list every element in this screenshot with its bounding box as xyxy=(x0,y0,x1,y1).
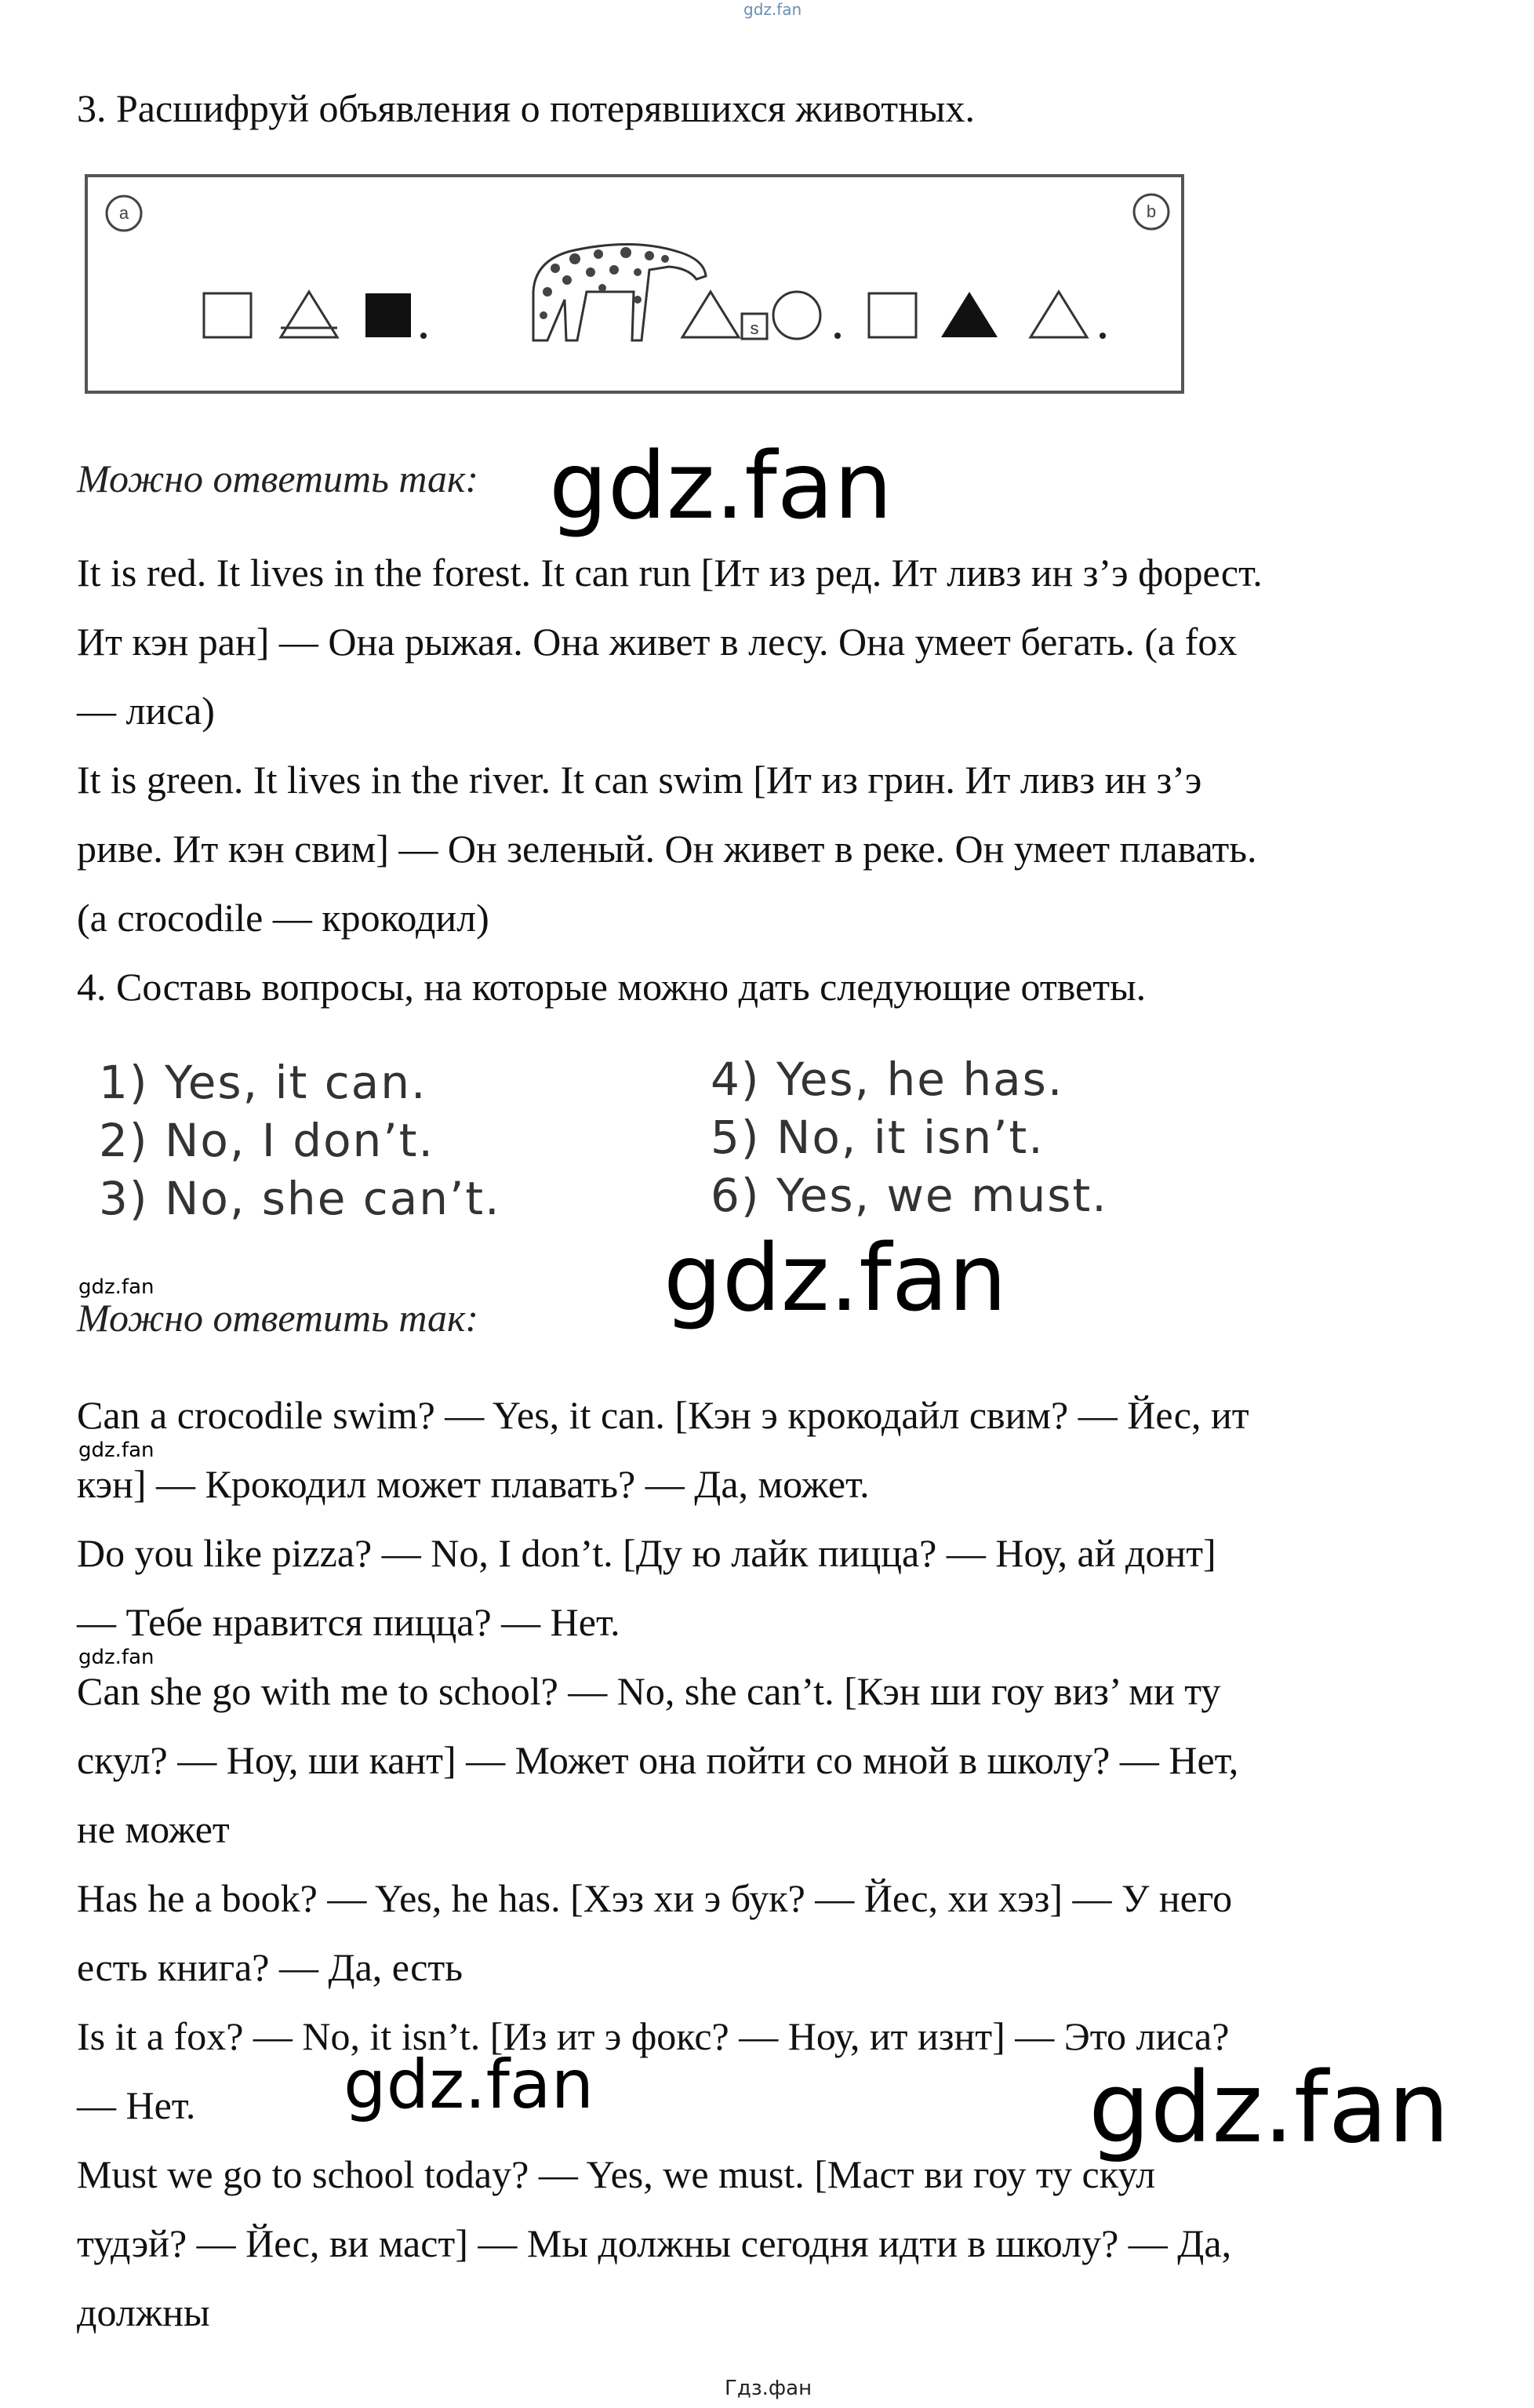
footer-text: Гдз.фан xyxy=(725,2377,812,2400)
period-dot xyxy=(1100,333,1106,339)
answer-item: 4) Yes, he has. xyxy=(711,1053,1064,1106)
answer4-line: Can she go with me to school? — No, she can’t. [Кэн ши гоу виз’ ми ту xyxy=(77,1669,1221,1713)
answer4-line: — Тебе нравится пицца? — Нет. xyxy=(77,1600,620,1644)
answer-item: 1) Yes, it can. xyxy=(99,1056,427,1109)
answer4-line: должны xyxy=(77,2290,210,2334)
watermark-big: gdz.fan xyxy=(549,431,892,540)
task4-heading: 4. Составь вопросы, на которые можно дать следующие ответы. xyxy=(77,965,1147,1009)
watermark-big: gdz.fan xyxy=(344,2046,594,2124)
answer-item: 3) No, she can’t. xyxy=(99,1172,501,1225)
giraffe-icon xyxy=(533,244,706,340)
answer-item: 5) No, it isn’t. xyxy=(711,1111,1045,1164)
open-circle-icon xyxy=(773,292,820,339)
answer3-line: It is green. It lives in the river. It can swim [Ит из грин. Ит ливз ин з’э xyxy=(77,758,1202,802)
answer3-line: риве. Ит кэн свим] — Он зеленый. Он живет в реке. Он умеет плавать. xyxy=(77,827,1257,871)
open-triangle-icon xyxy=(682,292,739,337)
watermark-big: gdz.fan xyxy=(663,1224,1007,1332)
answer-item: 6) Yes, we must. xyxy=(711,1169,1108,1222)
answer4-line: Has he a book? — Yes, he has. [Хэз хи э бук? — Йес, хи хэз] — У него xyxy=(77,1876,1233,1920)
answer4-line: Is it a fox? — No, it isn’t. [Из ит э фокс? — Ноу, ит изнт] — Это лиса? xyxy=(77,2014,1230,2058)
answer3-line: It is red. It lives in the forest. It can run [Ит из ред. Ит ливз ин з’э форест. xyxy=(77,551,1263,595)
watermark-small: gdz.fan xyxy=(78,1646,154,1669)
filled-square-icon xyxy=(365,293,411,337)
watermark-small: gdz.fan xyxy=(78,1275,154,1299)
answer4-line: тудэй? — Йес, ви маст] — Мы должны сегодня идти в школу? — Да, xyxy=(77,2221,1232,2265)
label-a-text: a xyxy=(118,203,129,223)
answer3-line: — лиса) xyxy=(77,689,215,733)
answer4-line: Must we go to school today? — Yes, we must. [Маст ви гоу ту скул xyxy=(77,2152,1156,2196)
answer4-line: Can a crocodile swim? — Yes, it can. [Кэн э крокодайл свим? — Йес, ит xyxy=(77,1393,1249,1437)
label-b-text: b xyxy=(1146,202,1157,221)
open-square-icon xyxy=(204,293,251,337)
open-triangle-icon xyxy=(281,292,337,337)
s-letter-glyph: s xyxy=(750,318,759,338)
puzzle-symbols xyxy=(85,174,1184,394)
answer4-line: — Нет. xyxy=(77,2083,196,2127)
open-square-icon xyxy=(869,293,916,337)
open-triangle-icon xyxy=(1031,292,1087,337)
answer4-line: не может xyxy=(77,1807,230,1851)
answer4-line: Do you like pizza? — No, I don’t. [Ду ю лайк пицца? — Ноу, ай донт] xyxy=(77,1531,1216,1575)
answer3-line: (a crocodile — крокодил) xyxy=(77,896,489,940)
answer-intro-3: Можно ответить так: xyxy=(77,457,479,500)
filled-triangle-icon xyxy=(941,292,998,337)
task3-heading: 3. Расшифруй объявления о потерявшихся животных. xyxy=(77,86,975,130)
answer3-line: Ит кэн ран] — Она рыжая. Она живет в лесу. Она умеет бегать. (a fox xyxy=(77,620,1238,664)
answer4-line: кэн] — Крокодил может плавать? — Да, может. xyxy=(77,1462,870,1506)
answer-item: 2) No, I don’t. xyxy=(99,1114,434,1167)
answer-intro-4: Можно ответить так: xyxy=(77,1296,479,1340)
watermark-small: gdz.fan xyxy=(78,1439,154,1462)
top-watermark: gdz.fan xyxy=(743,0,802,19)
answer4-line: скул? — Ноу, ши кант] — Может она пойти со мной в школу? — Нет, xyxy=(77,1738,1239,1782)
answer4-line: есть книга? — Да, есть xyxy=(77,1945,463,1989)
watermark-big: gdz.fan xyxy=(1089,2052,1450,2165)
period-dot xyxy=(834,333,841,339)
period-dot xyxy=(420,333,427,339)
